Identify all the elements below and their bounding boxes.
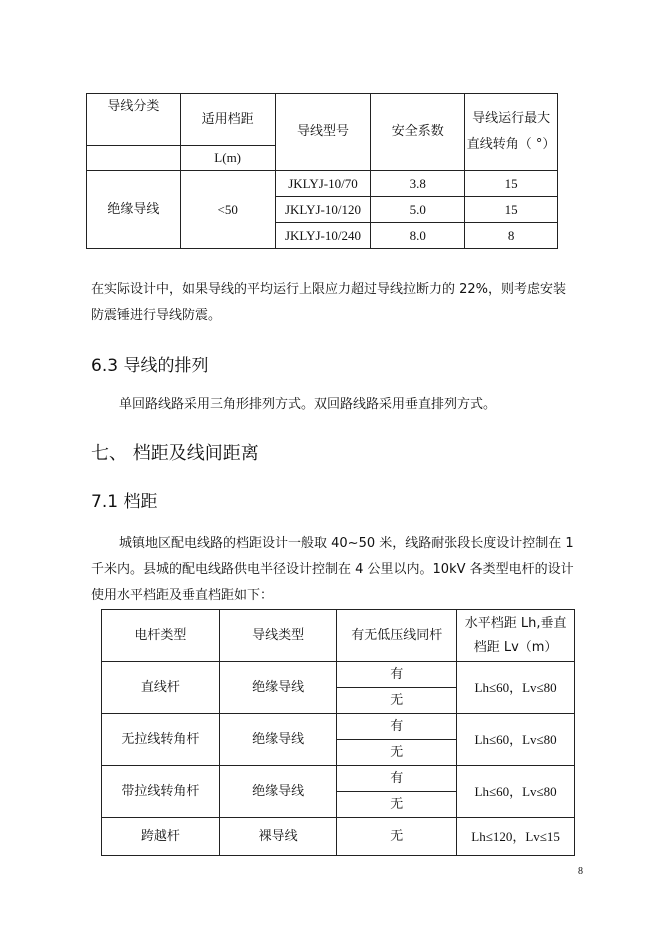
- pole-span-table: [101, 609, 575, 856]
- heading-7-1: 7.1 档距: [91, 492, 158, 512]
- paragraph-span-line3: 使用水平档距及垂直档距如下：: [91, 588, 274, 603]
- pole-type-cell: 跨越杆: [102, 818, 220, 856]
- header-empty-cell: [87, 146, 181, 171]
- angle-cell: 15: [465, 171, 558, 197]
- paragraph-span-line1: 城镇地区配电线路的档距设计一般取 40~50 米，线路耐张段长度设计控制在 1: [119, 536, 574, 551]
- safety-cell: 8.0: [371, 223, 465, 249]
- wire-type-cell: 绝缘导线: [219, 662, 337, 714]
- header-wire-type: 导线类型: [219, 610, 337, 662]
- paragraph-span-line2: 千米内。县城的配电线路供电半径设计控制在 4 公里以内。10kV 各类型电杆的设计: [91, 562, 574, 577]
- low-voltage-no-cell: 无: [337, 688, 457, 714]
- header-safety-factor: 安全系数: [371, 94, 465, 171]
- low-voltage-yes-cell: 有: [337, 662, 457, 688]
- header-pole-type: 电杆类型: [102, 610, 220, 662]
- safety-cell: 3.8: [371, 171, 465, 197]
- model-cell: JKLYJ-10/240: [275, 223, 371, 249]
- low-voltage-no-cell: 无: [337, 792, 457, 818]
- header-span-distance-line2: 档距 Lv（m）: [473, 639, 558, 655]
- model-cell: JKLYJ-10/120: [275, 197, 371, 223]
- low-voltage-no-cell: 无: [337, 740, 457, 766]
- angle-cell: 8: [465, 223, 558, 249]
- span-distance-cell: Lh≤60，Lv≤80: [457, 714, 575, 766]
- heading-6-3: 6.3 导线的排列: [91, 356, 209, 376]
- span-distance-cell: Lh≤60，Lv≤80: [457, 662, 575, 714]
- span-cell: <50: [180, 171, 275, 249]
- header-span-distance-line1: 水平档距 Lh,垂直: [464, 615, 567, 631]
- heading-7: 七、 档距及线间距离: [91, 443, 259, 464]
- header-max-angle: [465, 94, 558, 171]
- span-distance-cell: Lh≤120，Lv≤15: [457, 818, 575, 856]
- wire-type-cell: 绝缘导线: [219, 766, 337, 818]
- header-wire-class: 导线分类: [87, 94, 181, 146]
- paragraph-vibration-line1: 在实际设计中，如果导线的平均运行上限应力超过导线拉断力的 22%，则考虑安装: [91, 282, 567, 297]
- low-voltage-yes-cell: 有: [337, 714, 457, 740]
- safety-cell: 5.0: [371, 197, 465, 223]
- header-span-unit: L(m): [180, 146, 275, 171]
- header-low-voltage: 有无低压线同杆: [337, 610, 457, 662]
- span-distance-cell: Lh≤60，Lv≤80: [457, 766, 575, 818]
- pole-type-cell: 直线杆: [102, 662, 220, 714]
- header-span-distance: [457, 610, 575, 662]
- low-voltage-cell: 无: [337, 818, 457, 856]
- wire-type-cell: 绝缘导线: [219, 714, 337, 766]
- wire-class-cell: 绝缘导线: [87, 171, 181, 249]
- header-max-angle-line1: 导线运行最大: [472, 111, 551, 127]
- wire-safety-table: [86, 93, 558, 249]
- angle-cell: 15: [465, 197, 558, 223]
- paragraph-arrangement: 单回路线路采用三角形排列方式。双回路线路采用垂直排列方式。: [119, 397, 497, 412]
- header-wire-model: 导线型号: [275, 94, 371, 171]
- pole-type-cell: 带拉线转角杆: [102, 766, 220, 818]
- page-number: 8: [578, 866, 583, 877]
- pole-type-cell: 无拉线转角杆: [102, 714, 220, 766]
- model-cell: JKLYJ-10/70: [275, 171, 371, 197]
- wire-type-cell: 裸导线: [219, 818, 337, 856]
- header-max-angle-line2: 直线转角（ °）: [466, 137, 556, 152]
- header-span: 适用档距: [180, 94, 275, 146]
- paragraph-vibration-line2: 防震锤进行导线防震。: [91, 308, 222, 323]
- low-voltage-yes-cell: 有: [337, 766, 457, 792]
